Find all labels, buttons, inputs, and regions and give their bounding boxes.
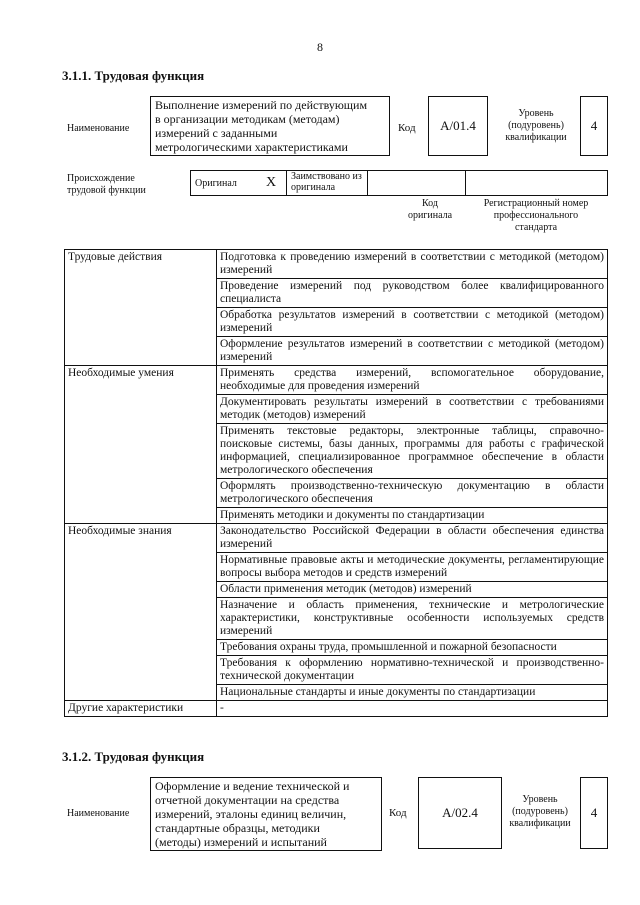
- section-title-3-1-2: 3.1.2. Трудовая функция: [62, 749, 205, 764]
- function-name-line: в организации методикам (методам): [155, 112, 340, 126]
- level-box: [580, 777, 608, 849]
- level-label-line: (подуровень): [512, 806, 568, 817]
- function-name-line: метрологическими характеристиками: [155, 140, 348, 154]
- code-value: А/01.4: [440, 118, 476, 133]
- name-label: Наименование: [67, 123, 130, 134]
- item-cell: Подготовка к проведению измерений в соответствии с методикой (методом) измерений: [217, 250, 608, 279]
- level-value: 4: [590, 805, 598, 820]
- original-label: Оригинал: [195, 178, 237, 189]
- code-value: А/02.4: [442, 805, 478, 820]
- origin-label: [67, 173, 146, 197]
- level-label: [500, 794, 580, 830]
- function-name-line: отчетной документации на средства: [155, 793, 340, 807]
- level-label: [495, 108, 577, 144]
- borrowed-label-line: Заимствовано из: [291, 171, 362, 182]
- code-label: Код: [398, 122, 416, 134]
- item-cell: Проведение измерений под руководством более квалифицированного специалиста: [217, 279, 608, 308]
- code-box: [428, 96, 488, 156]
- page-number: 8: [317, 40, 323, 54]
- category-cell: Необходимые умения: [65, 366, 217, 524]
- item-cell: Обработка результатов измерений в соответствии с методикой (методом) измерений: [217, 308, 608, 337]
- origin-row: [190, 170, 608, 196]
- item-cell: Оформлять производственно-техническую документацию в области метрологического обеспечения: [217, 479, 608, 508]
- item-cell: Области применения методик (методов) измерений: [217, 582, 608, 598]
- item-cell: Оформление результатов измерений в соответствии с методикой (методом) измерений: [217, 337, 608, 366]
- borrowed-label-line: оригинала: [291, 182, 336, 193]
- function-name-box: [150, 96, 390, 156]
- function-name-box: [150, 777, 382, 851]
- level-value: 4: [590, 118, 598, 133]
- table-row: [65, 701, 608, 717]
- reg-number-label-line: профессионального: [493, 210, 579, 221]
- category-cell: Другие характеристики: [65, 701, 217, 717]
- name-label: Наименование: [67, 808, 130, 819]
- category-cell: Трудовые действия: [65, 250, 217, 366]
- origin-label-line: трудовой функции: [67, 185, 146, 196]
- item-cell: Национальные стандарты и иные документы по стандартизации: [217, 685, 608, 701]
- item-cell: -: [217, 701, 608, 717]
- level-label-line: Уровень: [522, 794, 558, 805]
- item-cell: Применять текстовые редакторы, электронные таблицы, справочно-поисковые системы, базы данных, программы для работы с графической информацией, специализированное программное обеспечение в области метрологического обеспечения: [217, 424, 608, 479]
- reg-number-label: [464, 198, 608, 234]
- code-box: [418, 777, 502, 849]
- level-box: [580, 96, 608, 156]
- code-label: Код: [389, 807, 407, 819]
- code-original-label: [400, 198, 460, 222]
- original-cell: [191, 171, 287, 195]
- level-label-line: (подуровень): [508, 120, 564, 131]
- code-original-cell: [367, 171, 466, 195]
- section-title-3-1-1: 3.1.1. Трудовая функция: [62, 68, 205, 83]
- function-name-line: (методы) измерений и испытаний: [155, 835, 327, 849]
- item-cell: Назначение и область применения, технические и метрологические характеристики, конструктивные особенности используемых средств измерений: [217, 598, 608, 640]
- table-row: [65, 366, 608, 395]
- item-cell: Нормативные правовые акты и методические документы, регламентирующие вопросы выбора методов и средств измерений: [217, 553, 608, 582]
- function-name-line: измерений, эталоны единиц величин,: [155, 807, 347, 821]
- item-cell: Применять методики и документы по стандартизации: [217, 508, 608, 524]
- function-name-line: Оформление и ведение технической и: [155, 779, 350, 793]
- origin-label-line: Происхождение: [67, 173, 135, 184]
- code-original-label-line: оригинала: [407, 210, 453, 221]
- reg-number-label-line: стандарта: [514, 222, 558, 233]
- item-cell: Законодательство Российской Федерации в области обеспечения единства измерений: [217, 524, 608, 553]
- table-row: [65, 524, 608, 553]
- function-name-line: измерений с заданными: [155, 126, 278, 140]
- function-name-line: стандартные образцы, методики: [155, 821, 320, 835]
- reg-number-label-line: Регистрационный номер: [483, 198, 589, 209]
- item-cell: Применять средства измерений, вспомогательное оборудование, необходимые для проведения измерений: [217, 366, 608, 395]
- code-original-label-line: Код: [422, 198, 438, 209]
- table-row: [65, 250, 608, 279]
- level-label-line: квалификации: [505, 132, 567, 143]
- original-mark: X: [266, 175, 277, 190]
- item-cell: Документировать результаты измерений в соответствии с требованиями методик (методов) измерений: [217, 395, 608, 424]
- category-cell: Необходимые знания: [65, 524, 217, 701]
- level-label-line: квалификации: [509, 818, 571, 829]
- reg-number-cell: [464, 171, 607, 195]
- function-characteristics-table: [64, 249, 608, 717]
- level-label-line: Уровень: [518, 108, 554, 119]
- item-cell: Требования охраны труда, промышленной и пожарной безопасности: [217, 640, 608, 656]
- item-cell: Требования к оформлению нормативно-технической и производственно-технической документации: [217, 656, 608, 685]
- function-name-line: Выполнение измерений по действующим: [155, 98, 368, 112]
